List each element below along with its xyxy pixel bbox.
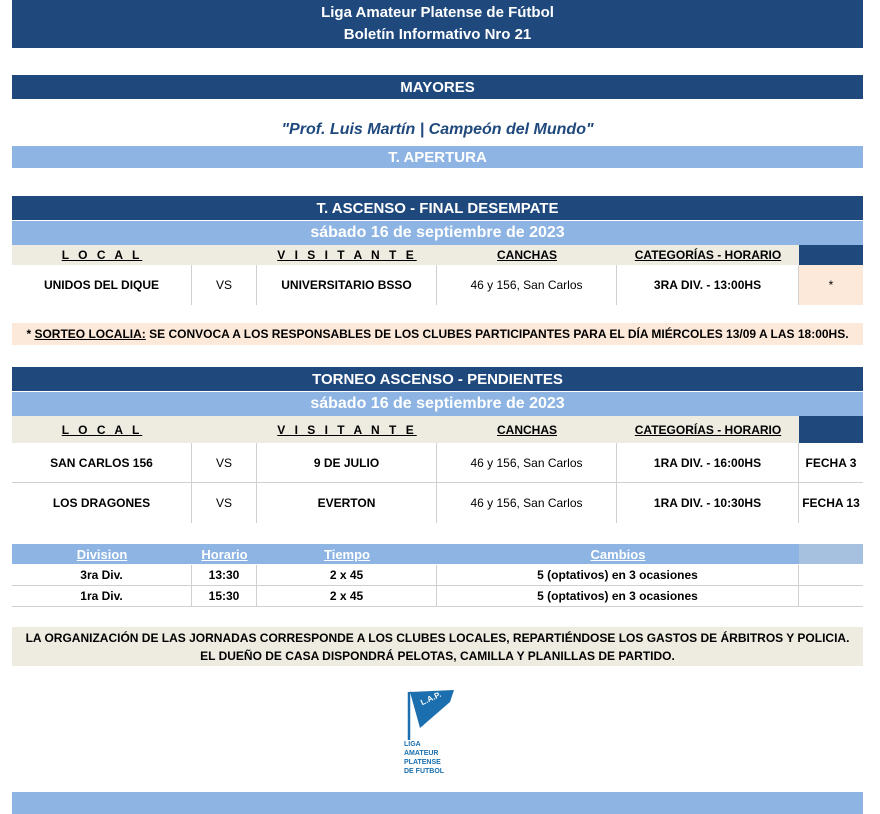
rules-header [12, 544, 863, 564]
pendientes-title-banner [12, 367, 863, 391]
dedication [12, 121, 863, 145]
final-match-row [12, 265, 863, 305]
logo-flag-text: L.A.P. [419, 689, 443, 708]
pendientes-date-banner [12, 392, 863, 416]
rules-cambios: 5 (optativos) en 3 ocasiones [437, 586, 799, 606]
league-logo [400, 688, 480, 784]
rules-division: 3ra Div. [12, 565, 192, 585]
match-cancha: 46 y 156, San Carlos [437, 483, 617, 523]
match-local: LOS DRAGONES [12, 483, 192, 523]
dedication-text: "Prof. Luis Martín | Campeón del Mundo" [281, 121, 594, 138]
match-cancha: 46 y 156, San Carlos [437, 443, 617, 482]
bulletin-number: Boletín Informativo Nro 21 [343, 26, 532, 43]
organizacion-line-1: LA ORGANIZACIÓN DE LAS JORNADAS CORRESPONDE A LOS CLUBES LOCALES, REPARTIÉNDOSE LOS GASTOS DE ÁRBITROS Y POLICIA. [25, 630, 850, 645]
organizacion-line-2: EL DUEÑO DE CASA DISPONDRÁ PELOTAS, CAMILLA Y PLANILLAS DE PARTIDO. [200, 648, 675, 663]
league-name: Liga Amateur Platense de Fútbol [321, 4, 554, 21]
logo-line-2: AMATEUR [404, 750, 439, 757]
match-categoria: 1RA DIV. - 10:30HS [617, 483, 799, 523]
rules-header-horario: Horario [201, 546, 248, 562]
header-local: L O C A L [61, 422, 143, 437]
rules-header-division: Division [76, 546, 128, 562]
match-categoria: 1RA DIV. - 16:00HS [617, 443, 799, 482]
final-date-banner [12, 221, 863, 245]
match-vs: VS [192, 483, 257, 523]
header-local: L O C A L [61, 248, 143, 262]
sorteo-notice [12, 323, 863, 345]
rules-cambios: 5 (optativos) en 3 ocasiones [437, 565, 799, 585]
pendientes-title: TORNEO ASCENSO - PENDIENTES [312, 370, 563, 388]
logo-line-1: LIGA [404, 741, 421, 748]
table-row [12, 443, 863, 483]
rules-division: 1ra Div. [12, 586, 192, 606]
rules-horario: 15:30 [192, 586, 257, 606]
header-categorias: CATEGORÍAS - HORARIO [634, 422, 782, 437]
header-categorias: CATEGORÍAS - HORARIO [634, 248, 782, 262]
final-title-banner [12, 196, 863, 220]
rules-row [12, 586, 863, 607]
logo-line-3: PLATENSE [404, 759, 441, 766]
match-visitante: 9 DE JULIO [257, 443, 437, 482]
notice-label: SORTEO LOCALIA: [34, 327, 146, 341]
match-fecha: FECHA 13 [802, 496, 860, 510]
apertura-banner [12, 146, 863, 168]
rules-header-cambios: Cambios [590, 546, 646, 562]
match-vs: VS [192, 265, 257, 305]
organizacion-notice [12, 627, 863, 666]
rules-horario: 13:30 [192, 565, 257, 585]
header-canchas: CANCHAS [497, 422, 557, 437]
logo-text [404, 740, 444, 776]
rules-row [12, 565, 863, 586]
final-title: T. ASCENSO - FINAL DESEMPATE [316, 199, 559, 217]
logo-line-4: DE FUTBOL [404, 768, 445, 775]
mayores-label: MAYORES [400, 78, 475, 96]
footer-band [12, 792, 863, 814]
apertura-label: T. APERTURA [388, 148, 487, 166]
match-cancha: 46 y 156, San Carlos [437, 265, 617, 305]
match-visitante: EVERTON [257, 483, 437, 523]
rules-tiempo: 2 x 45 [257, 565, 437, 585]
bulletin-header [12, 0, 863, 48]
match-visitante: UNIVERSITARIO BSSO [257, 265, 437, 305]
final-table-header [12, 245, 863, 265]
pendientes-date: sábado 16 de septiembre de 2023 [310, 395, 565, 412]
match-local: UNIDOS DEL DIQUE [12, 265, 192, 305]
rules-tiempo: 2 x 45 [257, 586, 437, 606]
header-visitante: V I S I T A N T E [277, 422, 417, 437]
match-categoria: 3RA DIV. - 13:00HS [617, 265, 799, 305]
header-canchas: CANCHAS [497, 248, 557, 262]
pendientes-table-header [12, 416, 863, 443]
table-row [12, 483, 863, 523]
match-vs: VS [192, 443, 257, 482]
match-note: * [799, 265, 863, 305]
mayores-banner [12, 75, 863, 99]
notice-prefix: * [26, 327, 35, 341]
final-date: sábado 16 de septiembre de 2023 [310, 224, 565, 241]
match-fecha: FECHA 3 [805, 455, 857, 470]
notice-text: SE CONVOCA A LOS RESPONSABLES DE LOS CLUBES PARTICIPANTES PARA EL DÍA MIÉRCOLES 13/09 A LAS 18:00HS. [145, 327, 849, 341]
rules-header-tiempo: Tiempo [324, 546, 370, 562]
match-local: SAN CARLOS 156 [12, 443, 192, 482]
header-visitante: V I S I T A N T E [277, 248, 417, 262]
